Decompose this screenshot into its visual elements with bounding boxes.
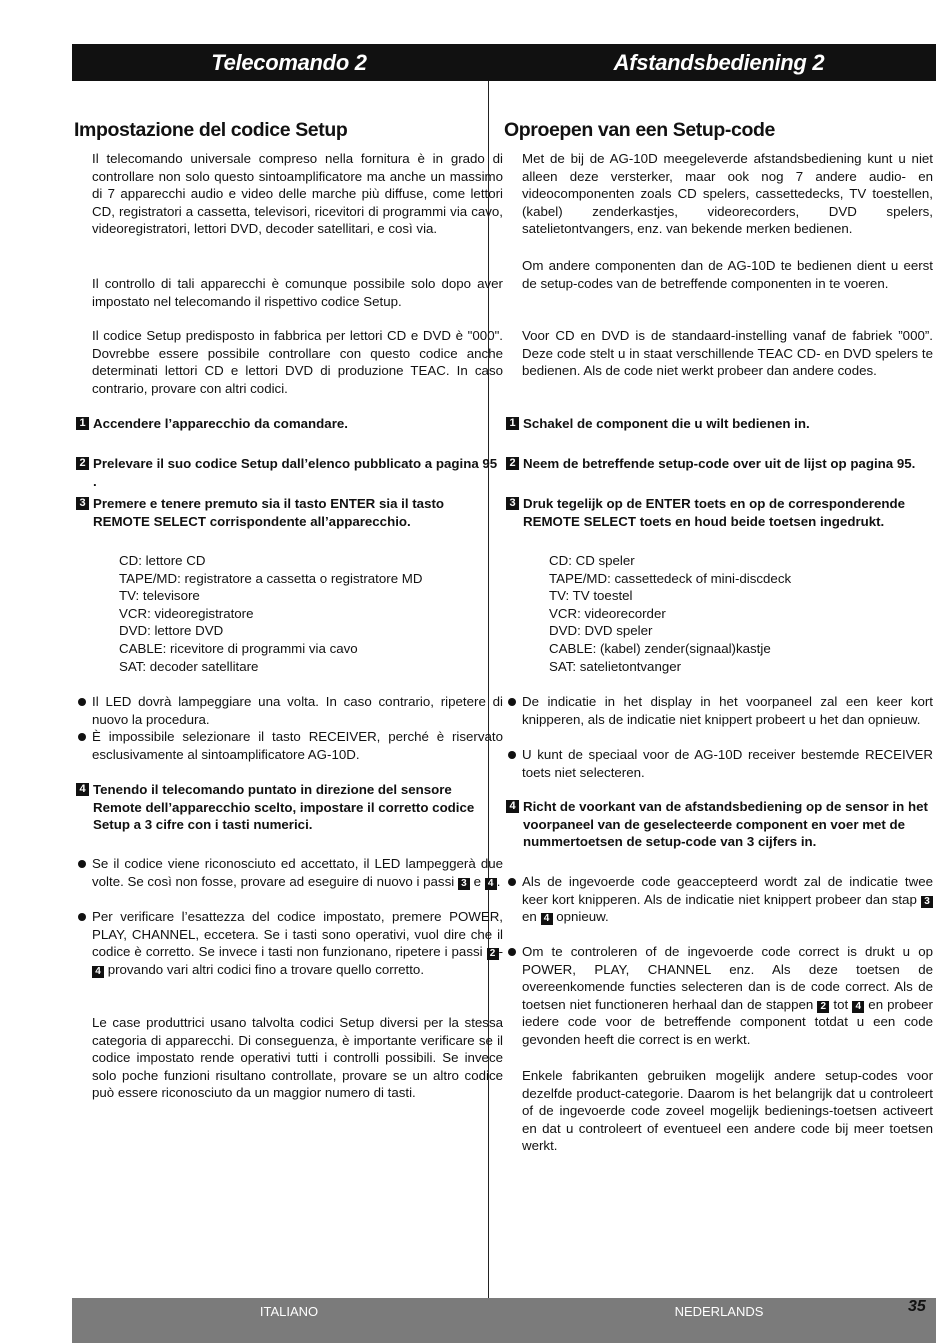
step-number-badge: 4 (506, 800, 519, 813)
step-number-badge: 1 (76, 417, 89, 430)
step-1 (76, 415, 503, 433)
bullet-icon (508, 698, 516, 706)
bullet-text: U kunt de speciaal voor de AG-10D receiver bestemde RECEIVER toets niet selecteren. (522, 747, 933, 780)
section-heading: Oproepen van een Setup-code (504, 119, 775, 141)
bullet-icon (78, 860, 86, 868)
intro-paragraph: Voor CD en DVD is de standaard-instelling vanaf de fabriek ”000”. Deze code stelt u in staat verschillende TEAC CD- en DVD spelers te bedienen. Als de code niet werkt probeer dan andere codes. (522, 328, 933, 379)
bullet-item (508, 693, 933, 728)
intro-paragraph: Met de bij de AG-10D meegeleverde afstandsbediening kunt u niet alleen deze versterker, maar ook nog 7 andere audio- en videocomponenten zoals CD spelers, cassettedecks, TV toestellen, (kabel) zenderkastjes, videorecorders, DVD spelers, satelietontvangers, enz. van bekende merken bedienen. (522, 151, 933, 237)
list-item: TV: televisore (119, 588, 200, 604)
device-list (119, 552, 503, 675)
bullet-icon (508, 751, 516, 759)
step-ref-badge: 4 (92, 966, 104, 978)
step-text: Richt de voorkant van de afstandsbediening op de sensor in het voorpaneel van de geselecteerde component en voer met de nummertoetsen de setup-code van 3 cijfers in. (523, 799, 928, 850)
intro-paragraph: Om andere componenten dan de AG-10D te bedienen dient u eerst de setup-codes van de betreffende componenten in te voeren. (522, 258, 933, 291)
bullet-item (508, 943, 933, 1049)
list-item: TAPE/MD: registratore a cassetta o registratore MD (119, 570, 423, 586)
bullet-text: Als de ingevoerde code geaccepteerd wordt zal de indicatie twee keer kort knipperen. Als de indicatie niet knippert probeer dan stap 3 en 4 opnieuw. (522, 874, 933, 925)
list-item: CABLE: ricevitore di programmi via cavo (119, 640, 358, 656)
step-2 (76, 455, 503, 490)
step-ref-badge: 4 (541, 913, 553, 925)
step-1 (506, 415, 933, 433)
bullet-icon (78, 913, 86, 921)
step-number-badge: 4 (76, 783, 89, 796)
step-text: Prelevare il suo codice Setup dall’elenco pubblicato a pagina 95 . (93, 456, 498, 489)
list-item: DVD: lettore DVD (119, 623, 224, 639)
step-4 (506, 798, 933, 851)
bullet-text: Il LED dovrà lampeggiare una volta. In caso contrario, ripetere di nuovo la procedura. (92, 694, 503, 727)
step-number-badge: 3 (506, 497, 519, 510)
list-item: CD: CD speler (549, 553, 635, 568)
step-ref-badge: 2 (487, 948, 499, 960)
step-text: Neem de betreffende setup-code over uit de lijst op pagina 95. (523, 456, 916, 471)
bullet-item (78, 855, 503, 890)
step-ref-badge: 3 (458, 878, 470, 890)
bullet-item (78, 728, 503, 763)
list-item: CABLE: (kabel) zender(signaal)kastje (549, 640, 771, 656)
step-text: Druk tegelijk op de ENTER toets en op de corresponderende REMOTE SELECT toets en houd beide toetsen ingedrukt. (523, 496, 905, 529)
bullet-item (508, 746, 933, 781)
section-banner: Telecomando 2 (72, 44, 506, 81)
step-number-badge: 2 (506, 457, 519, 470)
step-ref-badge: 4 (852, 1001, 864, 1013)
device-list (549, 552, 933, 675)
list-item: TAPE/MD: cassettedeck of mini-discdeck (549, 570, 792, 586)
step-ref-badge: 2 (817, 1001, 829, 1013)
step-text: Premere e tenere premuto sia il tasto ENTER sia il tasto REMOTE SELECT corrispondente all’apparecchio. (93, 496, 445, 529)
list-item: SAT: decoder satellitare (119, 658, 259, 674)
step-number-badge: 3 (76, 497, 89, 510)
bullet-text: Om te controleren of de ingevoerde code correct is drukt u op POWER, PLAY, CHANNEL enz. Als deze toetsen de overeenkomende functies selecteren dan is de code correct. Als de toetsen niet functioneren herhaal dan de stappen 2 tot 4 en probeer iedere code voor de betreffende component totdat u een code gevonden heeft die correct is en werkt. (522, 944, 933, 1047)
step-4 (76, 781, 503, 834)
step-3 (506, 495, 933, 530)
intro-paragraph: Il codice Setup predisposto in fabbrica per lettori CD e DVD è "000". Dovrebbe essere possibile controllare con questo codice anche determinati lettori CD e lettori DVD di produzione TEAC. In caso contrario, provare con altri codici. (92, 328, 503, 396)
bullet-item (508, 873, 933, 926)
list-item: SAT: satelietontvanger (549, 658, 682, 674)
intro-paragraph: Il controllo di tali apparecchi è comunque possibile solo dopo aver impostato nel telecomando il rispettivo codice Setup. (92, 276, 503, 309)
bullet-icon (508, 878, 516, 886)
bullet-icon (78, 733, 86, 741)
step-text: Schakel de component die u wilt bedienen in. (523, 416, 810, 431)
step-text: Accendere l’apparecchio da comandare. (93, 416, 348, 431)
section-banner: Afstandsbediening 2 (502, 44, 936, 81)
step-text: Tenendo il telecomando puntato in direzione del sensore Remote dell’apparecchio scelto, impostare il corretto codice Setup a 3 cifre con i tasti numerici. (93, 782, 475, 833)
language-footer: ITALIANO (72, 1298, 506, 1343)
intro-paragraph: Il telecomando universale compreso nella fornitura è in grado di controllare non solo questo sintoamplificatore ma anche un massimo di 7 apparecchi audio e video delle marche più diffuse, come lettori CD, registratori a cassetta, televisori, ricevitori di programmi via cavo, videoregistratori, lettori DVD, decoder satellitari, e così via. (92, 151, 503, 237)
page-number: 35 (908, 1298, 926, 1315)
closing-paragraph: Enkele fabrikanten gebruiken mogelijk andere setup-codes voor dezelfde product-categorie. Daarom is het belangrijk dat u controleert of de ingevoerde code zoveel mogelijk bedienings-toetsen activeert en dat u controleert of eventueel een andere code bij meer toetsen werkt. (522, 1068, 933, 1154)
closing-paragraph: Le case produttrici usano talvolta codici Setup diversi per la stessa categoria di apparecchi. Di conseguenza, è importante verificare se il codice impostato rende operativi tutti i controlli possibili. Se invece solo poche funzioni risultano controllate, provare se un altro codice può essere riconosciuto da un maggior numero di tasti. (92, 1015, 503, 1101)
list-item: CD: lettore CD (119, 553, 206, 568)
language-footer: NEDERLANDS (502, 1298, 936, 1343)
bullet-text: È impossibile selezionare il tasto RECEIVER, perché è riservato esclusivamente al sintoamplificatore AG-10D. (92, 729, 503, 762)
step-number-badge: 1 (506, 417, 519, 430)
step-3 (76, 495, 503, 530)
step-number-badge: 2 (76, 457, 89, 470)
bullet-item (78, 908, 503, 978)
bullet-icon (508, 948, 516, 956)
list-item: TV: TV toestel (549, 588, 633, 604)
bullet-icon (78, 698, 86, 706)
bullet-text: De indicatie in het display in het voorpaneel zal een keer kort knipperen, als de indicatie niet knippert probeert u het dan opnieuw. (522, 694, 933, 727)
step-ref-badge: 4 (485, 878, 497, 890)
list-item: VCR: videorecorder (549, 605, 666, 621)
list-item: DVD: DVD speler (549, 623, 653, 639)
step-2 (506, 455, 933, 473)
bullet-text: Se il codice viene riconosciuto ed accettato, il LED lampeggerà due volte. Se così non fosse, provare ad eseguire di nuovo i passi 3 e 4 . (92, 856, 503, 889)
step-ref-badge: 3 (921, 896, 933, 908)
list-item: VCR: videoregistratore (119, 605, 254, 621)
section-heading: Impostazione del codice Setup (74, 119, 348, 141)
bullet-text: Per verificare l’esattezza del codice impostato, premere POWER, PLAY, CHANNEL, eccetera. Se i tasti sono operativi, vuol dire che il codice è corretto. Se invece i tasti non funzionano, ripetere i passi 2 -4 provando vari altri codici fino a trovare quello corretto. (92, 909, 503, 977)
bullet-item (78, 693, 503, 728)
